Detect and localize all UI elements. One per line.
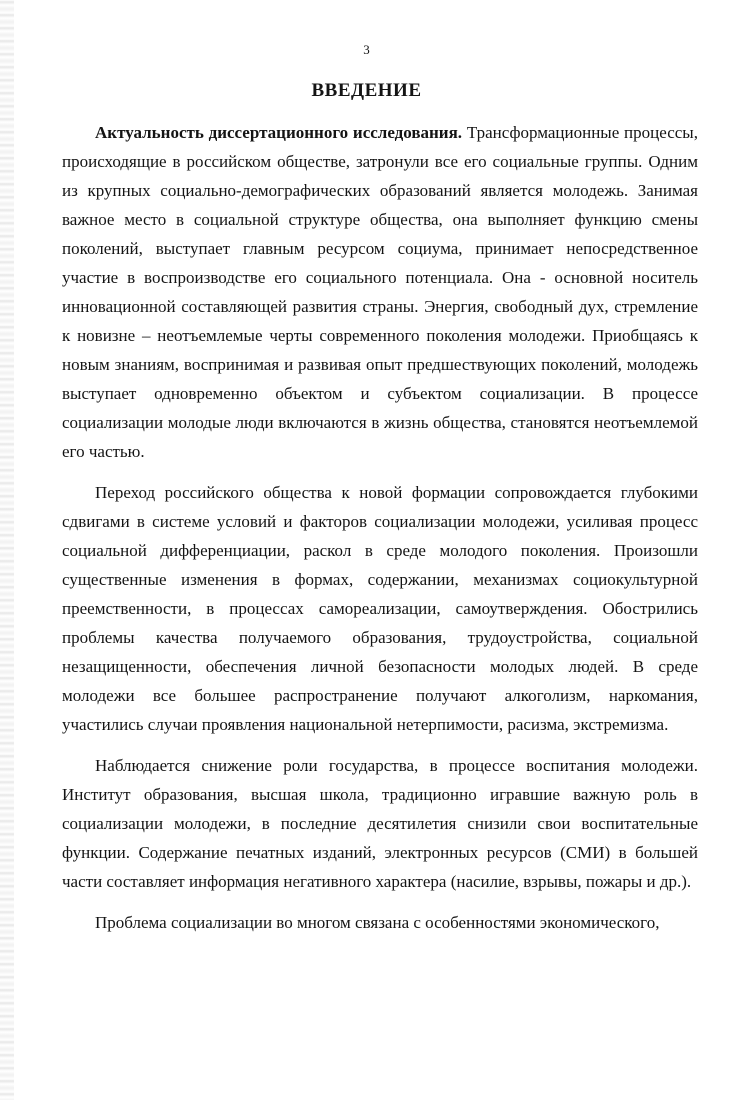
page-number: 3 bbox=[363, 42, 370, 57]
paragraph-text: Трансформационные процессы, происходящие в российском обществе, затронули все его социальные группы. Одним из крупных социально-демографических образований является молодежь. Занимая важное место в социальной структуре общества, она выполняет функцию смены поколений, выступает главным ресурсом социума, принимает непосредственное участие в воспроизводстве его социального потенциала. Она - основной носитель инновационной составляющей развития страны. Энергия, свободный дух, стремление к новизне – неотъемлемые черты современного поколения молодежи. Приобщаясь к новым знаниям, воспринимая и развивая опыт предшествующих поколений, молодежь выступает одновременно объектом и субъектом социализации. В процессе социализации молодые люди включаются в жизнь общества, становятся неотъемлемой его частью. bbox=[62, 123, 698, 461]
paragraph-state-role: Наблюдается снижение роли государства, в процессе воспитания молодежи. Институт образования, высшая школа, традиционно игравшие важную роль в социализации молодежи, в последние десятилетия снизили свои воспитательные функции. Содержание печатных изданий, электронных ресурсов (СМИ) в большей части составляет информация негативного характера (насилие, взрывы, пожары и др.). bbox=[62, 756, 698, 891]
body-text bbox=[62, 118, 698, 949]
scan-edge-artifact bbox=[0, 0, 14, 1100]
paragraph-socialization-problem: Проблема социализации во многом связана с особенностями экономического, bbox=[95, 913, 660, 932]
paragraph-transition: Переход российского общества к новой формации сопровождается глубокими сдвигами в системе условий и факторов социализации молодежи, усиливая процесс социальной дифференциации, раскол в среде молодого поколения. Произошли существенные изменения в формах, содержании, механизмах социокультурной преемственности, в процессах самореализации, самоутверждения. Обострились проблемы качества получаемого образования, трудоустройства, социальной незащищенности, обеспечения личной безопасности молодых людей. В среде молодежи все большее распространение получают алкоголизм, наркомания, участились случаи проявления национальной нетерпимости, расизма, экстремизма. bbox=[62, 483, 698, 734]
paragraph-bold-lead: Актуальность диссертационного исследования. bbox=[95, 123, 463, 142]
paragraph-relevance bbox=[62, 118, 698, 466]
section-heading: ВВЕДЕНИЕ bbox=[311, 80, 422, 101]
